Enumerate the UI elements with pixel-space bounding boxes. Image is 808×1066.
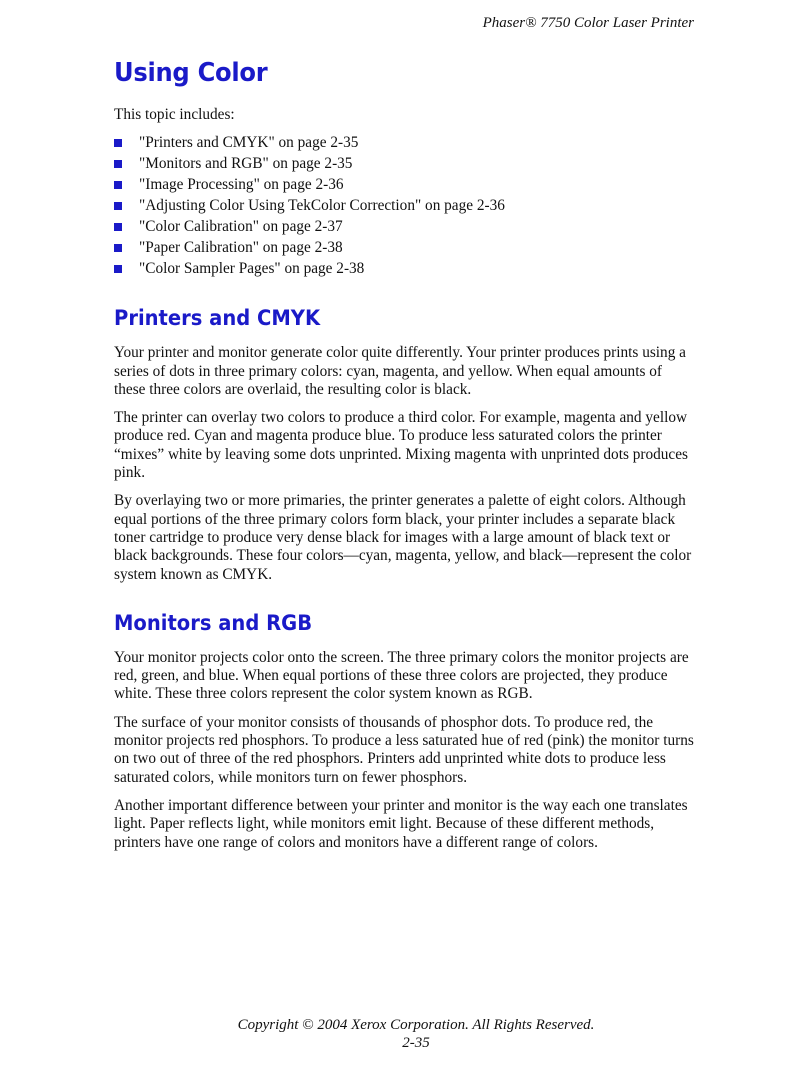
- paragraph: The surface of your monitor consists of thousands of phosphor dots. To produce red, the monitor projects red phosphors. To produce a less saturated hue of red (pink) the monitor turns on two out of three of the red phosphors. Printers add unprinted white dots to produce less saturated colors, while monitors turn on fewer phosphors.: [114, 713, 694, 786]
- paragraph: Another important difference between your printer and monitor is the way each one translates light. Paper reflects light, while monitors emit light. Because of these different methods, printers have one range of colors and monitors have a different range of colors.: [114, 796, 688, 851]
- page-number: 2-35: [402, 1035, 430, 1051]
- square-bullet-icon: [114, 139, 122, 147]
- topic-link-label: "Printers and CMYK" on page 2-35: [139, 134, 359, 152]
- topic-list: [114, 132, 694, 279]
- topic-link-paper-calibration[interactable]: [114, 237, 694, 258]
- running-header: Phaser® 7750 Color Laser Printer: [482, 15, 694, 31]
- section-monitors-rgb: [114, 611, 694, 852]
- page-footer: [0, 1016, 808, 1052]
- topic-link-color-calibration[interactable]: [114, 216, 694, 237]
- square-bullet-icon: [114, 181, 122, 189]
- topic-link-color-sampler-pages[interactable]: [114, 258, 694, 279]
- paragraph: Your printer and monitor generate color quite differently. Your printer produces prints using a series of dots in three primary colors: cyan, magenta, and yellow. When equal amounts of these three colors are overlaid, the resulting color is black.: [114, 344, 686, 398]
- topic-link-label: "Color Sampler Pages" on page 2-38: [139, 260, 365, 278]
- section-heading: Printers and CMYK: [114, 306, 321, 331]
- topic-link-label: "Adjusting Color Using TekColor Correction" on page 2-36: [139, 197, 505, 215]
- square-bullet-icon: [114, 223, 122, 231]
- paragraph: Your monitor projects color onto the screen. The three primary colors the monitor projects are red, green, and blue. When equal portions of these three colors are projected, they produce white. These three colors represent the color system known as RGB.: [114, 648, 689, 703]
- square-bullet-icon: [114, 160, 122, 168]
- topic-link-label: "Image Processing" on page 2-36: [139, 176, 344, 194]
- paragraph: By overlaying two or more primaries, the printer generates a palette of eight colors. Although equal portions of the three primary colors form black, your printer includes a separate black toner cartridge to produce very dense black for images with a large amount of black text or black backgrounds. These four colors—cyan, magenta, yellow, and black—represent the color system known as CMYK.: [114, 492, 692, 583]
- intro-text: This topic includes:: [114, 106, 235, 123]
- square-bullet-icon: [114, 244, 122, 252]
- topic-link-label: "Color Calibration" on page 2-37: [139, 218, 343, 236]
- square-bullet-icon: [114, 265, 122, 273]
- page-content: [114, 58, 694, 862]
- topic-link-tekcolor-correction[interactable]: [114, 195, 694, 216]
- topic-link-label: "Monitors and RGB" on page 2-35: [139, 155, 353, 173]
- topic-link-printers-cmyk[interactable]: [114, 132, 694, 153]
- topic-link-label: "Paper Calibration" on page 2-38: [139, 239, 343, 257]
- square-bullet-icon: [114, 202, 122, 210]
- section-printers-cmyk: [114, 306, 694, 584]
- topic-link-image-processing[interactable]: [114, 174, 694, 195]
- page-title: Using Color: [114, 58, 268, 88]
- topic-link-monitors-rgb[interactable]: [114, 153, 694, 174]
- copyright-notice: Copyright © 2004 Xerox Corporation. All Rights Reserved.: [237, 1017, 595, 1033]
- paragraph: The printer can overlay two colors to produce a third color. For example, magenta and yellow produce red. Cyan and magenta produce blue. To produce less saturated colors the printer “mixes” white by leaving some dots unprinted. Mixing magenta with unprinted dots produces pink.: [114, 409, 688, 482]
- section-heading: Monitors and RGB: [114, 610, 313, 635]
